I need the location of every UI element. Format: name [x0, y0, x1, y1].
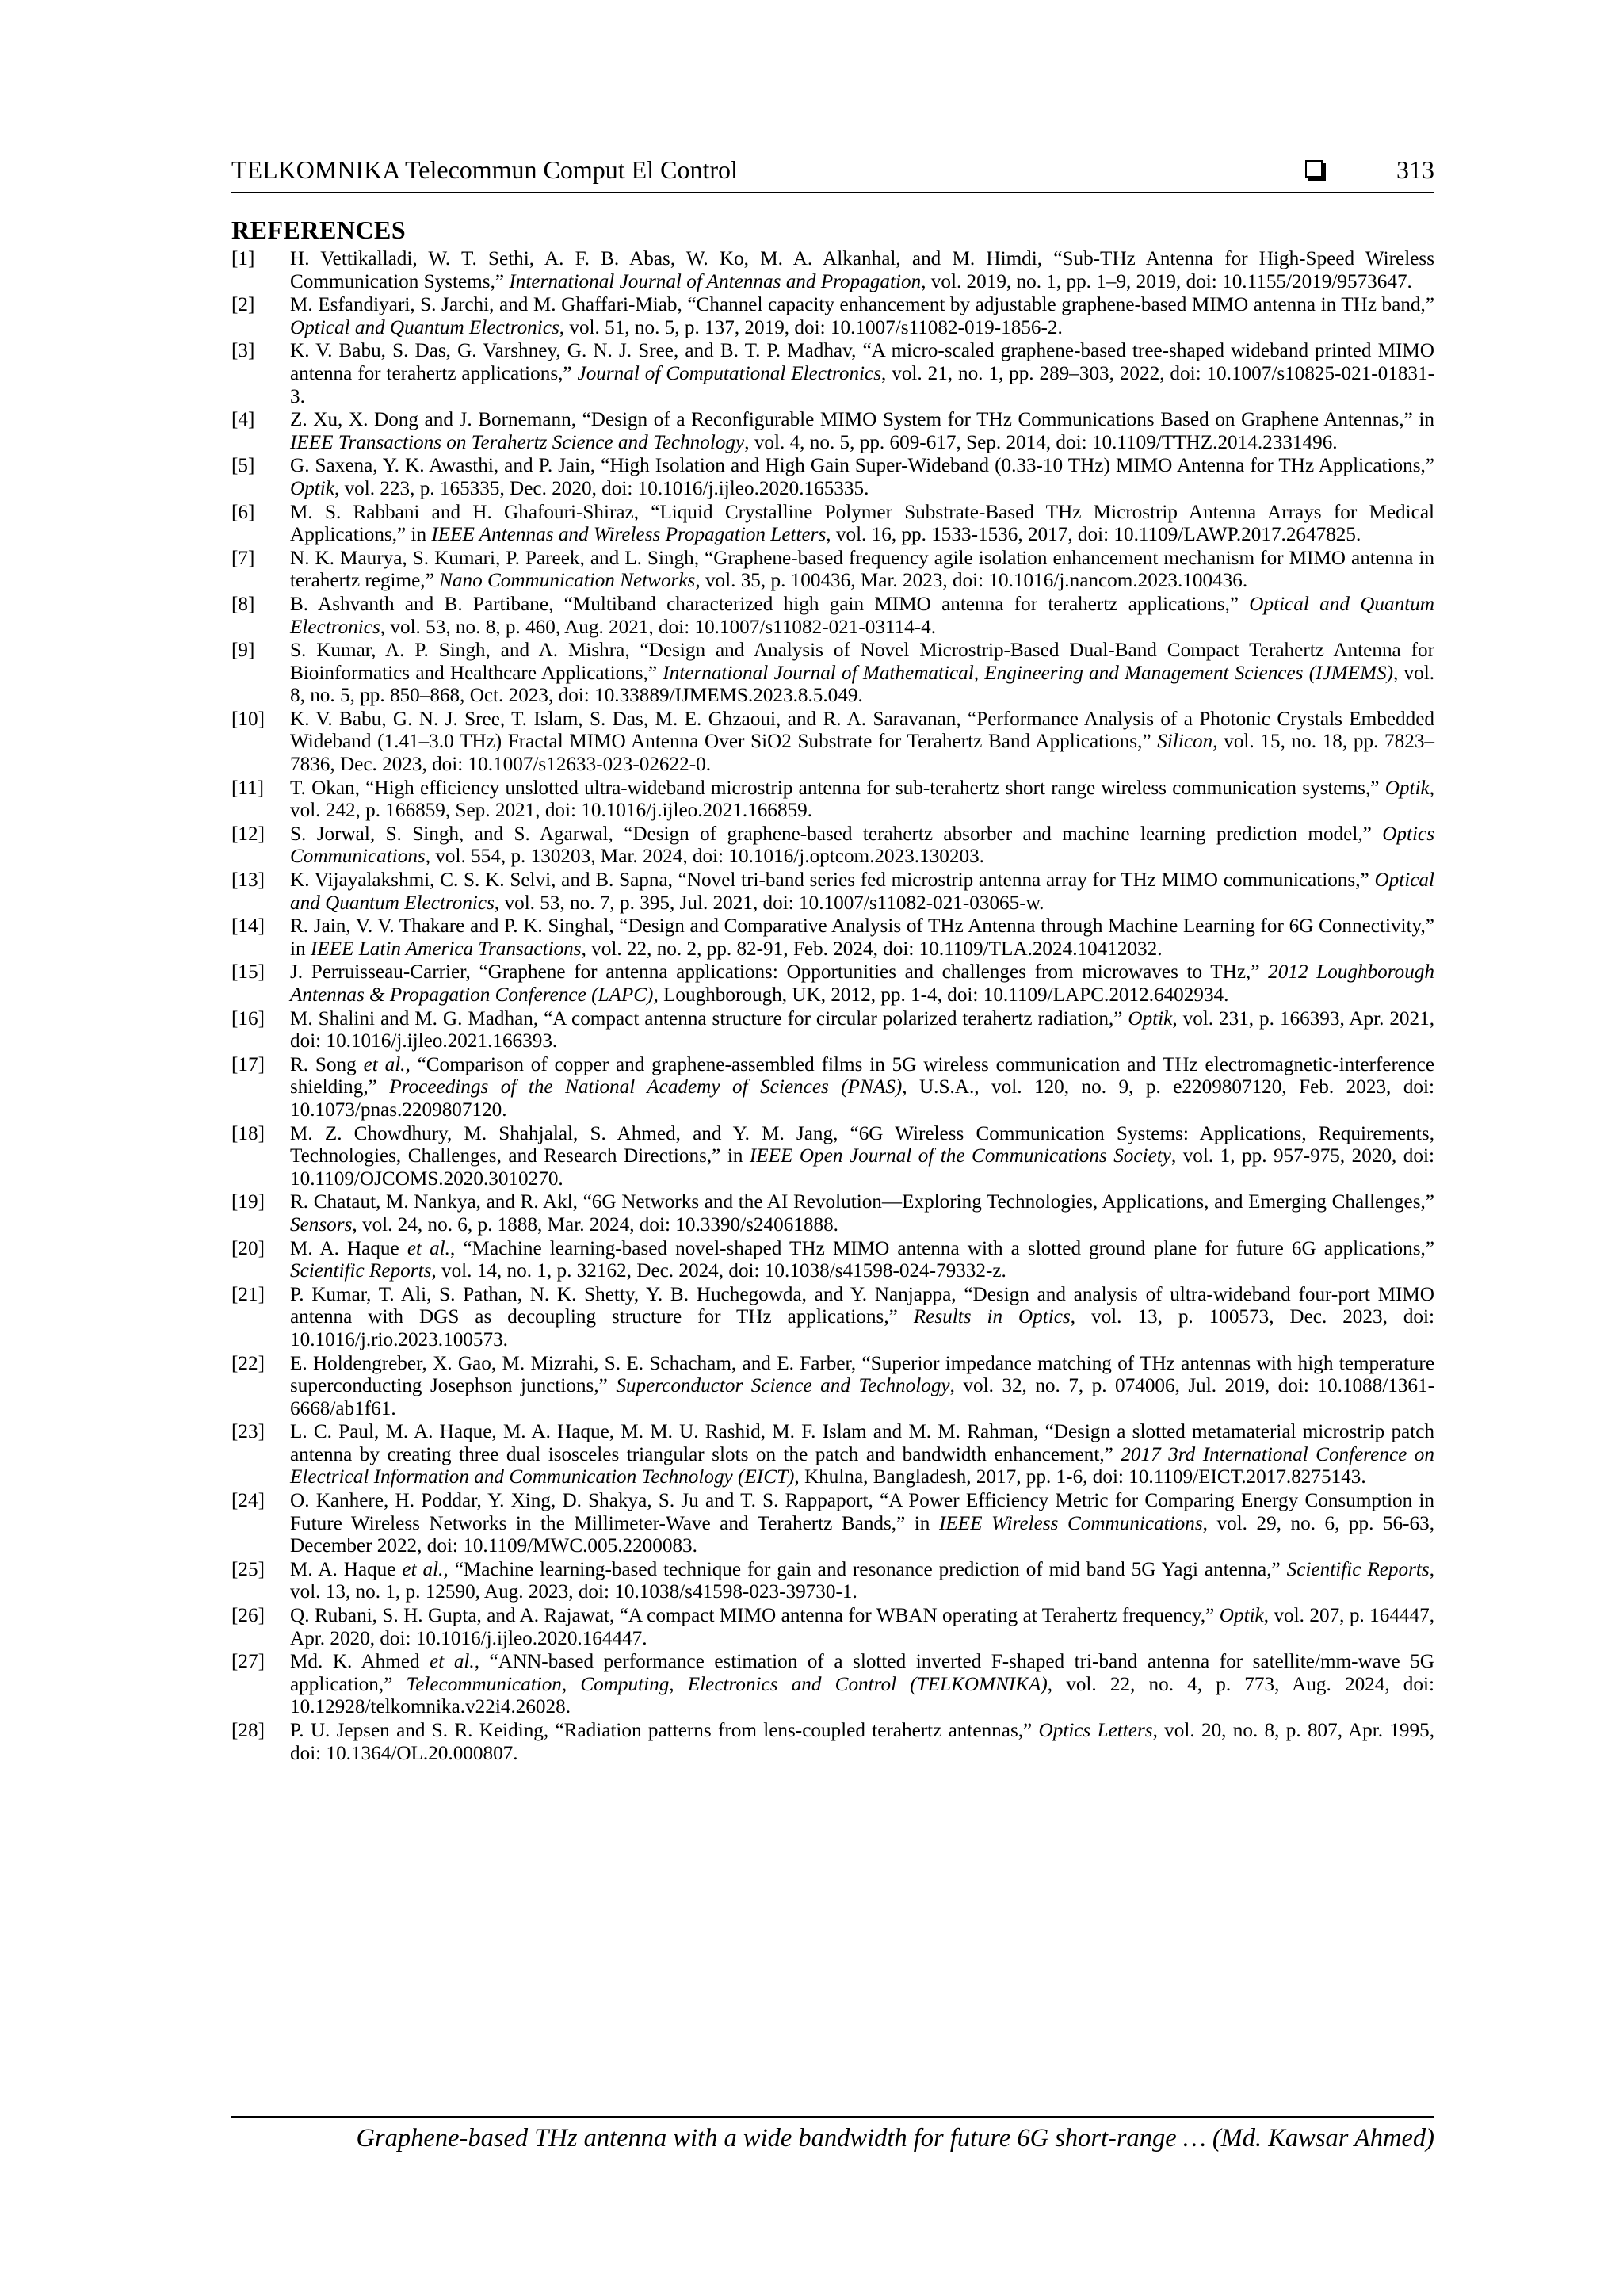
reference-segment: , vol. 14, no. 1, p. 32162, Dec. 2024, doi: 10.1038/s41598-024-79332-z. — [431, 1260, 1006, 1282]
reference-number: [7] — [231, 547, 255, 569]
reference-text — [290, 1421, 1434, 1489]
reference-number: [15] — [231, 961, 265, 984]
reference-venue: International Journal of Antennas and Propagation — [509, 270, 922, 292]
reference-text — [290, 869, 1434, 915]
reference-segment: , vol. 22, no. 4, p. 773, Aug. 2024, doi: 10.12928/telkomnika.v22i4.26028. — [290, 1673, 1434, 1718]
reference-venue: Optik — [290, 477, 334, 499]
running-footer: Graphene-based THz antenna with a wide bandwidth for future 6G short-range … (Md. Kawsar Ahmed) — [356, 2124, 1434, 2153]
reference-number: [12] — [231, 823, 265, 845]
reference-item — [231, 777, 1434, 823]
reference-segment: M. Esfandiyari, S. Jarchi, and M. Ghaffari-Miab, “Channel capacity enhancement by adjustable graphene-based MIMO antenna in THz band,” — [290, 294, 1434, 316]
reference-segment: M. A. Haque — [290, 1558, 403, 1580]
reference-venue: Optik — [1219, 1605, 1264, 1627]
reference-segment: Z. Xu, X. Dong and J. Bornemann, “Design of a Reconfigurable MIMO System for THz Communications Based on Graphene Antennas,” in — [290, 409, 1434, 431]
reference-number: [5] — [231, 455, 255, 477]
paper-page — [231, 0, 1434, 2296]
reference-segment: “ANN-based performance estimation of a slotted inverted F-shaped tri-band antenna for satellite/mm-wave 5G application,” — [290, 1651, 1434, 1695]
reference-venue: Optik — [1128, 1007, 1173, 1030]
reference-item — [231, 1605, 1434, 1650]
reference-venue: Journal of Computational Electronics — [577, 362, 882, 384]
reference-text — [290, 409, 1434, 454]
reference-text — [290, 1353, 1434, 1421]
reference-text — [290, 777, 1434, 823]
reference-number: [25] — [231, 1558, 265, 1580]
reference-number: [21] — [231, 1283, 265, 1305]
reference-segment: R. Chataut, M. Nankya, and R. Akl, “6G Networks and the AI Revolution—Exploring Technologies, Applications, and Emerging Challenges,” — [290, 1191, 1434, 1213]
reference-text — [290, 1720, 1434, 1765]
reference-item — [231, 1559, 1434, 1604]
reference-segment: R. Jain, V. V. Thakare and P. K. Singhal, “Design and Comparative Analysis of THz Antenna through Machine Learning for 6G Connectivity,” in — [290, 915, 1434, 960]
reference-text — [290, 248, 1434, 293]
reference-segment: , vol. 15, no. 18, pp. 7823–7836, Dec. 2023, doi: 10.1007/s12633-023-02622-0. — [290, 731, 1435, 776]
reference-text — [290, 455, 1434, 500]
reference-venue: IEEE Open Journal of the Communications Society — [749, 1145, 1171, 1167]
reference-venue: International Journal of Mathematical, Engineering and Management Sciences (IJMEMS) — [663, 662, 1393, 684]
reference-text — [290, 594, 1434, 639]
reference-number: [18] — [231, 1122, 265, 1144]
reference-item — [231, 1353, 1434, 1421]
reference-number: [23] — [231, 1421, 265, 1443]
reference-segment: K. V. Babu, G. N. J. Sree, T. Islam, S. Das, M. E. Ghzaoui, and R. A. Saravanan, “Performance Analysis of a Photonic Crystals Embedded Wideband (1.41–3.0 THz) Fractal MIMO Antenna Over SiO2 Substrate for Terahertz Band Applications,” — [290, 708, 1434, 753]
reference-venue: Scientific Reports — [1286, 1558, 1430, 1580]
reference-item — [231, 1191, 1434, 1236]
reference-segment: , vol. 4, no. 5, pp. 609-617, Sep. 2014, doi: 10.1109/TTHZ.2014.2331496. — [744, 431, 1338, 453]
reference-venue: et al., — [402, 1558, 449, 1580]
page-number: 313 — [1396, 155, 1434, 184]
reference-number: [11] — [231, 777, 265, 799]
reference-venue: IEEE Transactions on Terahertz Science and Technology — [290, 431, 745, 453]
reference-venue: Optical and Quantum Electronics — [290, 316, 559, 338]
reference-segment: , “Machine learning-based novel-shaped THz MIMO antenna with a slotted ground plane for future 6G applications,” — [449, 1237, 1434, 1259]
reference-venue: Proceedings of the National Academy of Sciences (PNAS), — [389, 1076, 907, 1098]
reference-number: [9] — [231, 640, 255, 662]
journal-name: TELKOMNIKA Telecommun Comput El Control — [231, 155, 738, 184]
reference-segment: , vol. 554, p. 130203, Mar. 2024, doi: 10.1016/j.optcom.2023.130203. — [425, 846, 984, 868]
reference-segment: , vol. 1, pp. 957-975, 2020, doi: 10.1109/OJCOMS.2020.3010270. — [290, 1145, 1434, 1190]
reference-number: [22] — [231, 1352, 265, 1374]
reference-item — [231, 869, 1434, 915]
reference-item — [231, 1008, 1434, 1053]
reference-segment: H. Vettikalladi, W. T. Sethi, A. F. B. Abas, W. Ko, M. A. Alkanhal, and M. Himdi, “Sub-THz Antenna for High-Speed Wireless Communication Systems,” — [290, 248, 1434, 292]
reference-item — [231, 961, 1434, 1007]
reference-item — [231, 340, 1434, 408]
reference-item — [231, 640, 1434, 708]
reference-segment: , vol. 13, no. 1, p. 12590, Aug. 2023, doi: 10.1038/s41598-023-39730-1. — [290, 1558, 1434, 1603]
reference-number: [13] — [231, 869, 265, 892]
reference-venue: Optics Letters — [1038, 1720, 1153, 1741]
reference-segment: M. S. Rabbani and H. Ghafouri-Shiraz, “Liquid Crystalline Polymer Substrate-Based THz Microstrip Antenna Arrays for Medical Applications,” in — [290, 501, 1434, 546]
reference-text — [290, 1191, 1434, 1236]
reference-item — [231, 1123, 1434, 1191]
reference-item — [231, 1720, 1434, 1765]
reference-segment: B. Ashvanth and B. Partibane, “Multiband characterized high gain MIMO antenna for terahertz applications,” — [290, 593, 1250, 615]
reference-venue: Superconductor Science and Technology — [616, 1375, 950, 1397]
reference-number: [8] — [231, 593, 255, 615]
reference-item — [231, 455, 1434, 500]
reference-venue: Results in Optics — [913, 1306, 1071, 1328]
reference-segment: Md. K. Ahmed — [290, 1651, 430, 1673]
reference-number: [1] — [231, 248, 255, 269]
reference-segment: , Khulna, Bangladesh, 2017, pp. 1-6, doi: 10.1109/EICT.2017.8275143. — [794, 1466, 1366, 1488]
reference-segment: , vol. 20, no. 8, p. 807, Apr. 1995, doi: 10.1364/OL.20.000807. — [290, 1720, 1434, 1764]
reference-segment: G. Saxena, Y. K. Awasthi, and P. Jain, “High Isolation and High Gain Super-Wideband (0.33-10 THz) MIMO Antenna for THz Applications,” — [290, 455, 1434, 477]
reference-segment: , vol. 24, no. 6, p. 1888, Mar. 2024, doi: 10.3390/s24061888. — [352, 1213, 838, 1236]
reference-segment: K. Vijayalakshmi, C. S. K. Selvi, and B. Sapna, “Novel tri-band series fed microstrip antenna array for THz MIMO communications,” — [290, 869, 1375, 892]
reference-number: [6] — [231, 501, 255, 523]
reference-number: [27] — [231, 1651, 265, 1673]
reference-item — [231, 409, 1434, 454]
reference-item — [231, 915, 1434, 961]
reference-segment: E. Holdengreber, X. Gao, M. Mizrahi, S. E. Schacham, and E. Farber, “Superior impedance matching of THz antennas with high temperature superconducting Josephson junctions,” — [290, 1352, 1434, 1397]
reference-text — [290, 340, 1434, 408]
reference-segment: , vol. 2019, no. 1, pp. 1–9, 2019, doi: 10.1155/2019/9573647. — [921, 270, 1412, 292]
reference-segment: Q. Rubani, S. H. Gupta, and A. Rajawat, “A compact MIMO antenna for WBAN operating at Terahertz frequency,” — [290, 1605, 1220, 1627]
reference-venue: et al., — [363, 1053, 411, 1075]
reference-segment: , vol. 29, no. 6, pp. 56-63, December 2022, doi: 10.1109/MWC.005.2200083. — [290, 1512, 1435, 1557]
reference-item — [231, 1284, 1434, 1352]
reference-segment: “Machine learning-based technique for gain and resonance prediction of mid band 5G Yagi antenna,” — [448, 1558, 1287, 1580]
reference-text — [290, 1651, 1434, 1719]
reference-text — [290, 1490, 1434, 1558]
running-header — [231, 152, 1434, 193]
reference-segment: , vol. 53, no. 7, p. 395, Jul. 2021, doi: 10.1007/s11082-021-03065-w. — [494, 892, 1044, 914]
reference-venue: Scientific Reports — [290, 1260, 432, 1282]
reference-item — [231, 594, 1434, 639]
reference-text — [290, 502, 1434, 547]
reference-segment: , vol. 8, no. 5, pp. 850–868, Oct. 2023, doi: 10.33889/IJMEMS.2023.8.5.049. — [290, 662, 1435, 707]
reference-text — [290, 294, 1434, 339]
reference-text — [290, 823, 1434, 869]
reference-venue: Optik — [1384, 777, 1430, 799]
reference-segment: , vol. 35, p. 100436, Mar. 2023, doi: 10.1016/j.nancom.2023.100436. — [695, 570, 1248, 592]
reference-item — [231, 502, 1434, 547]
reference-segment: , vol. 13, p. 100573, Dec. 2023, doi: 10.1016/j.rio.2023.100573. — [290, 1306, 1434, 1350]
reference-segment: , vol. 22, no. 2, pp. 82-91, Feb. 2024, doi: 10.1109/TLA.2024.10412032. — [581, 938, 1163, 960]
reference-text — [290, 1284, 1434, 1352]
reference-text — [290, 1054, 1434, 1122]
reference-segment: , vol. 231, p. 166393, Apr. 2021, doi: 10.1016/j.ijleo.2021.166393. — [290, 1007, 1434, 1052]
reference-segment: “Comparison of copper and graphene-assembled films in 5G wireless communication and THz electromagnetic-interference shielding,” — [290, 1053, 1434, 1098]
reference-segment: P. U. Jepsen and S. R. Keiding, “Radiation patterns from lens-coupled terahertz antennas,” — [290, 1720, 1039, 1741]
reference-segment: , vol. 16, pp. 1533-1536, 2017, doi: 10.1109/LAWP.2017.2647825. — [826, 524, 1361, 546]
footer-divider — [231, 2116, 1434, 2118]
reference-item — [231, 1421, 1434, 1489]
reference-venue: et al., — [430, 1651, 480, 1673]
reference-text — [290, 1559, 1434, 1604]
reference-segment: P. Kumar, T. Ali, S. Pathan, N. K. Shetty, Y. B. Huchegowda, and Y. Nanjappa, “Design and analysis of ultra-wideband four-port MIMO antenna with DGS as decoupling structure for THz applications,” — [290, 1283, 1434, 1328]
reference-item — [231, 294, 1434, 339]
reference-text — [290, 915, 1434, 961]
reference-item — [231, 548, 1434, 593]
reference-venue: Telecommunication, Computing, Electronics and Control (TELKOMNIKA) — [406, 1673, 1048, 1695]
reference-segment: M. A. Haque — [290, 1237, 407, 1259]
reference-segment: S. Kumar, A. P. Singh, and A. Mishra, “Design and Analysis of Novel Microstrip-Based Dual-Band Compact Terahertz Antenna for Bioinformatics and Healthcare Applications,” — [290, 640, 1434, 684]
reference-number: [2] — [231, 294, 255, 316]
reference-text — [290, 961, 1434, 1007]
reference-item — [231, 1651, 1434, 1719]
reference-segment: , vol. 53, no. 8, p. 460, Aug. 2021, doi: 10.1007/s11082-021-03114-4. — [380, 616, 937, 638]
reference-segment: , vol. 242, p. 166859, Sep. 2021, doi: 10.1016/j.ijleo.2021.166859. — [290, 777, 1434, 822]
checkbox-square-icon — [1305, 160, 1323, 178]
reference-item — [231, 248, 1434, 293]
reference-segment: Loughborough, UK, 2012, pp. 1-4, doi: 10.1109/LAPC.2012.6402934. — [658, 984, 1229, 1006]
reference-segment: R. Song — [290, 1053, 364, 1075]
reference-segment: K. V. Babu, S. Das, G. Varshney, G. N. J. Sree, and B. T. P. Madhav, “A micro-scaled graphene-based tree-shaped wideband printed MIMO antenna for terahertz applications,” — [290, 340, 1434, 384]
reference-text — [290, 548, 1434, 593]
reference-segment: N. K. Maurya, S. Kumari, P. Pareek, and L. Singh, “Graphene-based frequency agile isolation enhancement mechanism for MIMO antenna in terahertz regime,” — [290, 547, 1434, 592]
reference-text — [290, 1008, 1434, 1053]
reference-venue: 2012 Loughborough Antennas & Propagation Conference (LAPC), — [290, 961, 1434, 1006]
reference-venue: Silicon — [1157, 731, 1213, 753]
reference-text — [290, 1238, 1434, 1283]
section-title: REFERENCES — [231, 216, 407, 244]
reference-venue: et al. — [407, 1237, 450, 1259]
reference-number: [17] — [231, 1053, 265, 1075]
reference-venue: IEEE Latin America Transactions — [310, 938, 582, 960]
reference-number: [28] — [231, 1720, 265, 1741]
reference-number: [26] — [231, 1605, 265, 1627]
reference-text — [290, 1605, 1434, 1650]
reference-segment: M. Shalini and M. G. Madhan, “A compact antenna structure for circular polarized terahertz radiation,” — [290, 1007, 1128, 1030]
reference-number: [24] — [231, 1490, 265, 1512]
reference-segment: L. C. Paul, M. A. Haque, M. A. Haque, M. M. U. Rashid, M. F. Islam and M. M. Rahman, “Design a slotted metamaterial microstrip patch antenna by creating three dual isosceles triangular slots on the patch and bandwidth enhancement,” — [290, 1421, 1434, 1465]
reference-number: [4] — [231, 409, 255, 431]
reference-segment: , vol. 51, no. 5, p. 137, 2019, doi: 10.1007/s11082-019-1856-2. — [559, 316, 1063, 338]
reference-venue: Sensors — [290, 1213, 353, 1236]
reference-segment: , vol. 223, p. 165335, Dec. 2020, doi: 10.1016/j.ijleo.2020.165335. — [334, 477, 869, 499]
reference-venue: Optical and Quantum Electronics — [290, 593, 1434, 638]
reference-segment: U.S.A., vol. 120, no. 9, p. e2209807120, Feb. 2023, doi: 10.1073/pnas.2209807120. — [290, 1076, 1435, 1121]
reference-list — [231, 248, 1434, 1766]
reference-venue: IEEE Wireless Communications — [938, 1512, 1203, 1534]
reference-item — [231, 823, 1434, 869]
reference-venue: Optical and Quantum Electronics — [290, 869, 1434, 914]
reference-segment: M. Z. Chowdhury, M. Shahjalal, S. Ahmed, and Y. M. Jang, “6G Wireless Communication Systems: Applications, Requirements, Technologies, Challenges, and Research Directions,” in — [290, 1122, 1434, 1167]
reference-item — [231, 1238, 1434, 1283]
reference-segment: , vol. 207, p. 164447, Apr. 2020, doi: 10.1016/j.ijleo.2020.164447. — [290, 1605, 1434, 1649]
reference-item — [231, 1490, 1434, 1558]
reference-number: [16] — [231, 1007, 265, 1030]
reference-text — [290, 709, 1434, 777]
reference-segment: , vol. 21, no. 1, pp. 289–303, 2022, doi: 10.1007/s10825-021-01831-3. — [290, 362, 1435, 407]
reference-segment: J. Perruisseau-Carrier, “Graphene for antenna applications: Opportunities and challenges from microwaves to THz,” — [290, 961, 1269, 984]
reference-venue: 2017 3rd International Conference on Electrical Information and Communication Technology (EICT) — [290, 1443, 1434, 1488]
reference-number: [20] — [231, 1237, 265, 1259]
reference-number: [3] — [231, 340, 255, 362]
reference-segment: , vol. 32, no. 7, p. 074006, Jul. 2019, doi: 10.1088/1361-6668/ab1f61. — [290, 1375, 1434, 1419]
reference-number: [14] — [231, 915, 265, 938]
reference-item — [231, 709, 1434, 777]
reference-segment: S. Jorwal, S. Singh, and S. Agarwal, “Design of graphene-based terahertz absorber and machine learning prediction model,” — [290, 823, 1383, 845]
reference-segment: T. Okan, “High efficiency unslotted ultra-wideband microstrip antenna for sub-terahertz short range wireless communication systems,” — [290, 777, 1385, 799]
reference-segment: O. Kanhere, H. Poddar, Y. Xing, D. Shakya, S. Ju and T. S. Rappaport, “A Power Efficiency Metric for Comparing Energy Consumption in Future Wireless Networks in the Millimeter-Wave and Terahertz Bands,” in — [290, 1490, 1434, 1534]
reference-text — [290, 640, 1434, 708]
reference-venue: IEEE Antennas and Wireless Propagation Letters — [431, 524, 827, 546]
reference-number: [10] — [231, 708, 265, 730]
reference-venue: Optics Communications — [290, 823, 1434, 868]
reference-item — [231, 1054, 1434, 1122]
reference-text — [290, 1123, 1434, 1191]
reference-venue: Nano Communication Networks — [439, 570, 696, 592]
reference-number: [19] — [231, 1191, 265, 1213]
